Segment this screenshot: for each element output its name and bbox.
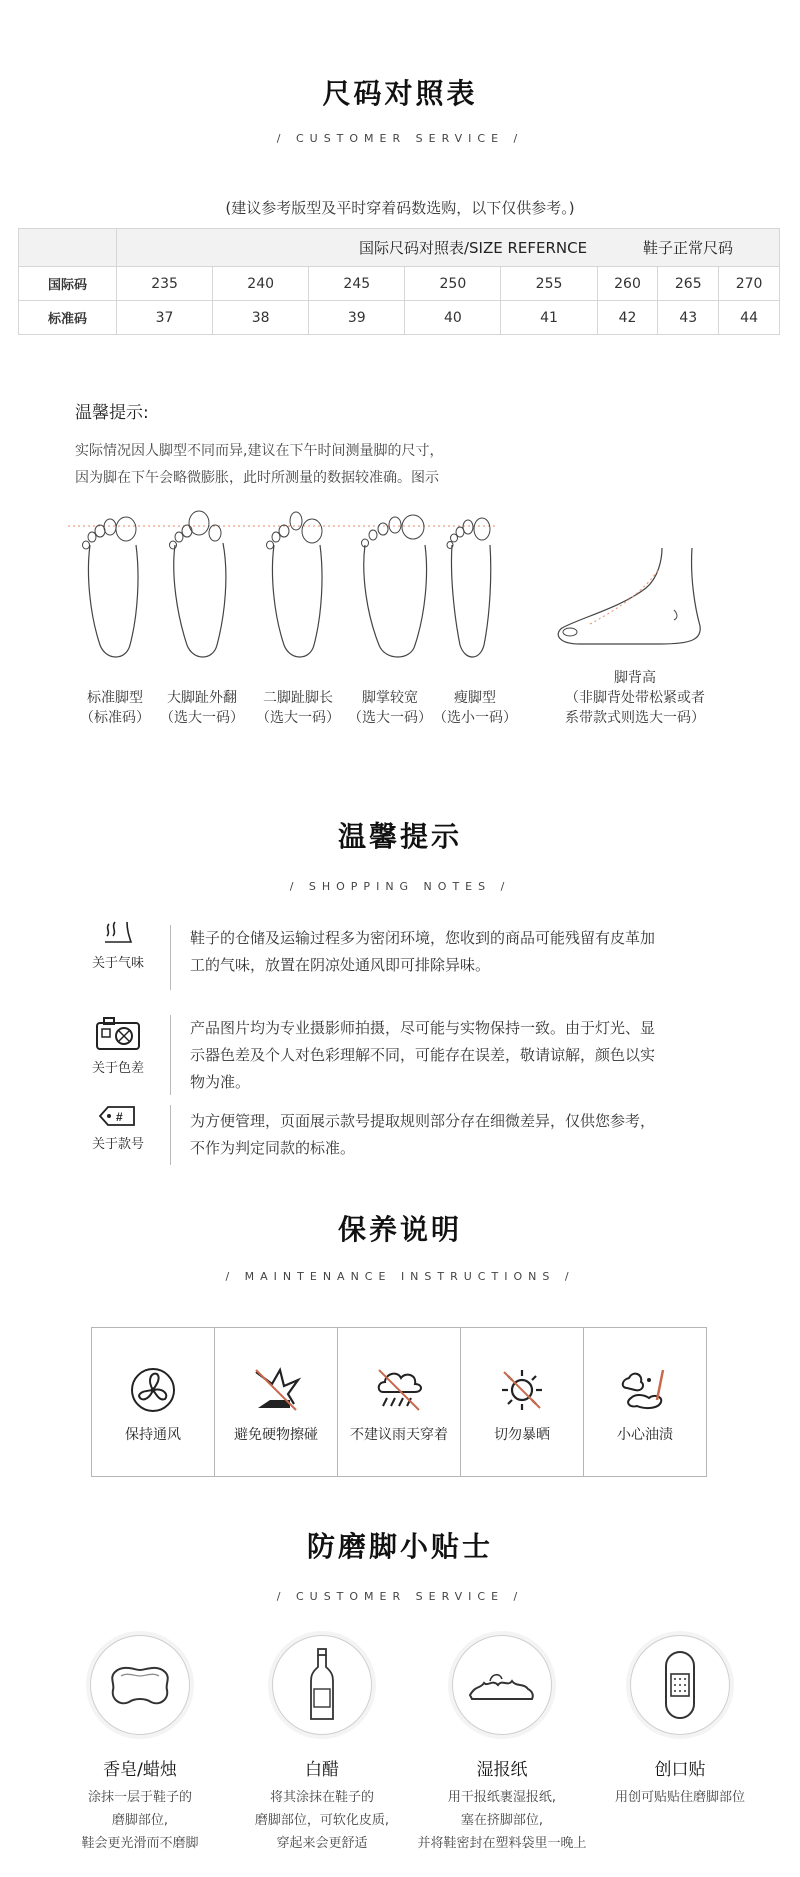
table-cell: 39 [309,301,405,335]
size-table-header-right: 鞋子正常尺码 [597,229,779,267]
no-sun-icon [496,1366,548,1414]
oil-stain-icon [619,1366,671,1414]
maintenance-label: 避免硬物擦碰 [234,1427,318,1443]
table-cell: 38 [213,301,309,335]
note-color [78,1015,158,1076]
tip-name: 白醋 [305,1760,339,1780]
divider [170,925,171,990]
row-label: 标准码 [19,301,117,335]
tip-desc-line: 用干报纸裹湿报纸, [447,1790,557,1805]
maintenance-item [92,1328,215,1476]
tip-circle [272,1635,372,1735]
no-rain-icon [373,1366,425,1414]
foot-name: 大脚趾外翻 [167,690,237,706]
tip-desc [412,1786,592,1855]
foot-standard-icon [78,505,148,665]
tip-circle [90,1635,190,1735]
foot-instep-icon [550,548,710,658]
antiwear-subtitle: / CUSTOMER SERVICE / [276,1590,524,1603]
maintenance-label: 保持通风 [125,1427,181,1443]
tip-circle [630,1635,730,1735]
wet-paper-icon [466,1665,538,1705]
foot-label-instep [535,668,735,728]
smell-icon [101,918,135,946]
table-cell: 260 [597,267,658,301]
tip-wet-paper [412,1635,592,1855]
size-table-header [19,229,780,267]
table-row [19,301,780,335]
foot-label-slim [415,688,535,728]
note-text-color [190,1015,735,1096]
table-cell: 40 [405,301,501,335]
maintenance-label: 小心油渍 [617,1427,673,1443]
antiwear-title: 防磨脚小贴士 [306,1530,493,1563]
tip-desc-line: 用创可贴贴住磨脚部位 [614,1790,745,1805]
tip-desc-line: 磨脚部位, [111,1813,169,1828]
fan-icon [127,1366,179,1414]
foot-note: 系带款式则选大一码） [565,710,705,726]
foot-name: 标准脚型 [87,690,143,706]
no-hard-object-icon [250,1366,302,1414]
soap-icon [105,1662,175,1708]
table-cell: 41 [501,301,597,335]
table-cell: 37 [117,301,213,335]
tip-desc-line: 鞋会更光滑而不磨脚 [81,1836,199,1851]
tip-desc-line: 涂抹一层于鞋子的 [87,1790,192,1805]
maintenance-item [584,1328,706,1476]
table-cell: 255 [501,267,597,301]
note-smell [78,918,158,971]
table-cell: 42 [597,301,658,335]
table-cell: 270 [719,267,780,301]
size-table-header-left: 国际尺码对照表/SIZE REFERNCE [117,229,598,267]
note-style-number [78,1105,158,1152]
divider [170,1105,171,1165]
size-chart-subtitle: / CUSTOMER SERVICE / [276,132,524,145]
shopping-notes-subtitle: / SHOPPING NOTES / [289,880,511,893]
maintenance-item [338,1328,461,1476]
note-label: 关于色差 [91,1061,144,1076]
size-chart-title: 尺码对照表 [322,77,478,110]
maintenance-grid [91,1327,707,1477]
foot-name: 瘦脚型 [454,690,496,706]
tip-desc-line: 将其涂抹在鞋子的 [269,1790,374,1805]
foot-wide-icon [357,505,437,665]
foot-note: （选大一码） [160,710,244,726]
table-cell: 250 [405,267,501,301]
note-text-smell [190,925,735,979]
foot-name: 脚背高 [614,670,656,686]
row-label: 国际码 [19,267,117,301]
size-table [18,228,780,335]
tips-title: 温馨提示: [75,403,149,423]
table-cell: 265 [658,267,719,301]
foot-second-toe-icon [262,505,332,665]
table-cell: 240 [213,267,309,301]
tip-desc-line: 塞在挤脚部位, [460,1813,544,1828]
svg-text:#: # [116,1110,123,1124]
table-cell: 44 [719,301,780,335]
maintenance-subtitle: / MAINTENANCE INSTRUCTIONS / [225,1270,575,1283]
tip-soap [50,1635,230,1855]
maintenance-label: 切勿暴晒 [494,1427,550,1443]
foot-slim-icon [440,505,500,665]
tip-desc-line: 穿起来会更舒适 [276,1836,368,1851]
note-label: 关于款号 [91,1137,144,1152]
tip-name: 湿报纸 [476,1760,528,1780]
note-line: 不作为判定同款的标准。 [190,1139,356,1157]
tip-desc [232,1786,412,1855]
tip-desc [50,1786,230,1855]
note-label: 关于气味 [91,956,144,971]
bandage-icon [660,1650,700,1720]
table-cell: 43 [658,301,719,335]
foot-note: （选大一码） [348,710,432,726]
note-line: 物为准。 [190,1073,251,1091]
note-line: 鞋子的仓储及运输过程多为密闭环境，您收到的商品可能残留有皮革加 [190,929,656,947]
note-line: 产品图片均为专业摄影师拍摄，尽可能与实物保持一致。由于灯光、显 [190,1019,656,1037]
note-text-style-number [190,1108,735,1162]
tip-name: 创口贴 [654,1760,706,1780]
note-line: 示器色差及个人对色彩理解不同，可能存在误差，敬请谅解，颜色以实 [190,1046,656,1064]
tips-line-2: 因为脚在下午会略微膨胀，此时所测量的数据较准确。图示 [75,470,439,486]
size-chart-note: (建议参考版型及平时穿着码数选购，以下仅供参考。) [225,199,575,217]
maintenance-title: 保养说明 [337,1213,462,1246]
note-line: 工的气味，放置在阴凉处通风即可排除异味。 [190,956,491,974]
note-line: 为方便管理，页面展示款号提取规则部分存在细微差异，仅供您参考， [190,1112,656,1130]
tip-vinegar [232,1635,412,1855]
divider [170,1015,171,1095]
foot-name: 脚掌较宽 [362,690,418,706]
tip-name: 香皂/蜡烛 [103,1760,177,1780]
tip-desc-line: 并将鞋密封在塑料袋里一晚上 [417,1836,587,1851]
tip-circle [452,1635,552,1735]
tag-icon [98,1105,138,1127]
maintenance-item [461,1328,584,1476]
tip-desc [590,1786,770,1809]
foot-note: （选大一码） [256,710,340,726]
table-row [19,267,780,301]
shopping-notes-title: 温馨提示 [337,820,462,853]
maintenance-item [215,1328,338,1476]
table-cell: 235 [117,267,213,301]
tip-bandage [590,1635,770,1809]
tips-line-1: 实际情况因人脚型不同而异,建议在下午时间测量脚的尺寸， [75,443,444,459]
foot-bunion-icon [165,505,235,665]
table-cell: 245 [309,267,405,301]
foot-note: （非脚背处带松紧或者 [565,690,705,706]
vinegar-bottle-icon [307,1647,337,1723]
foot-note: （选小一码） [433,710,517,726]
tip-desc-line: 磨脚部位，可软化皮质, [254,1813,390,1828]
camera-icon [94,1015,142,1051]
maintenance-label: 不建议雨天穿着 [350,1427,448,1443]
foot-name: 二脚趾脚长 [263,690,333,706]
foot-note: （标准码） [80,710,150,726]
